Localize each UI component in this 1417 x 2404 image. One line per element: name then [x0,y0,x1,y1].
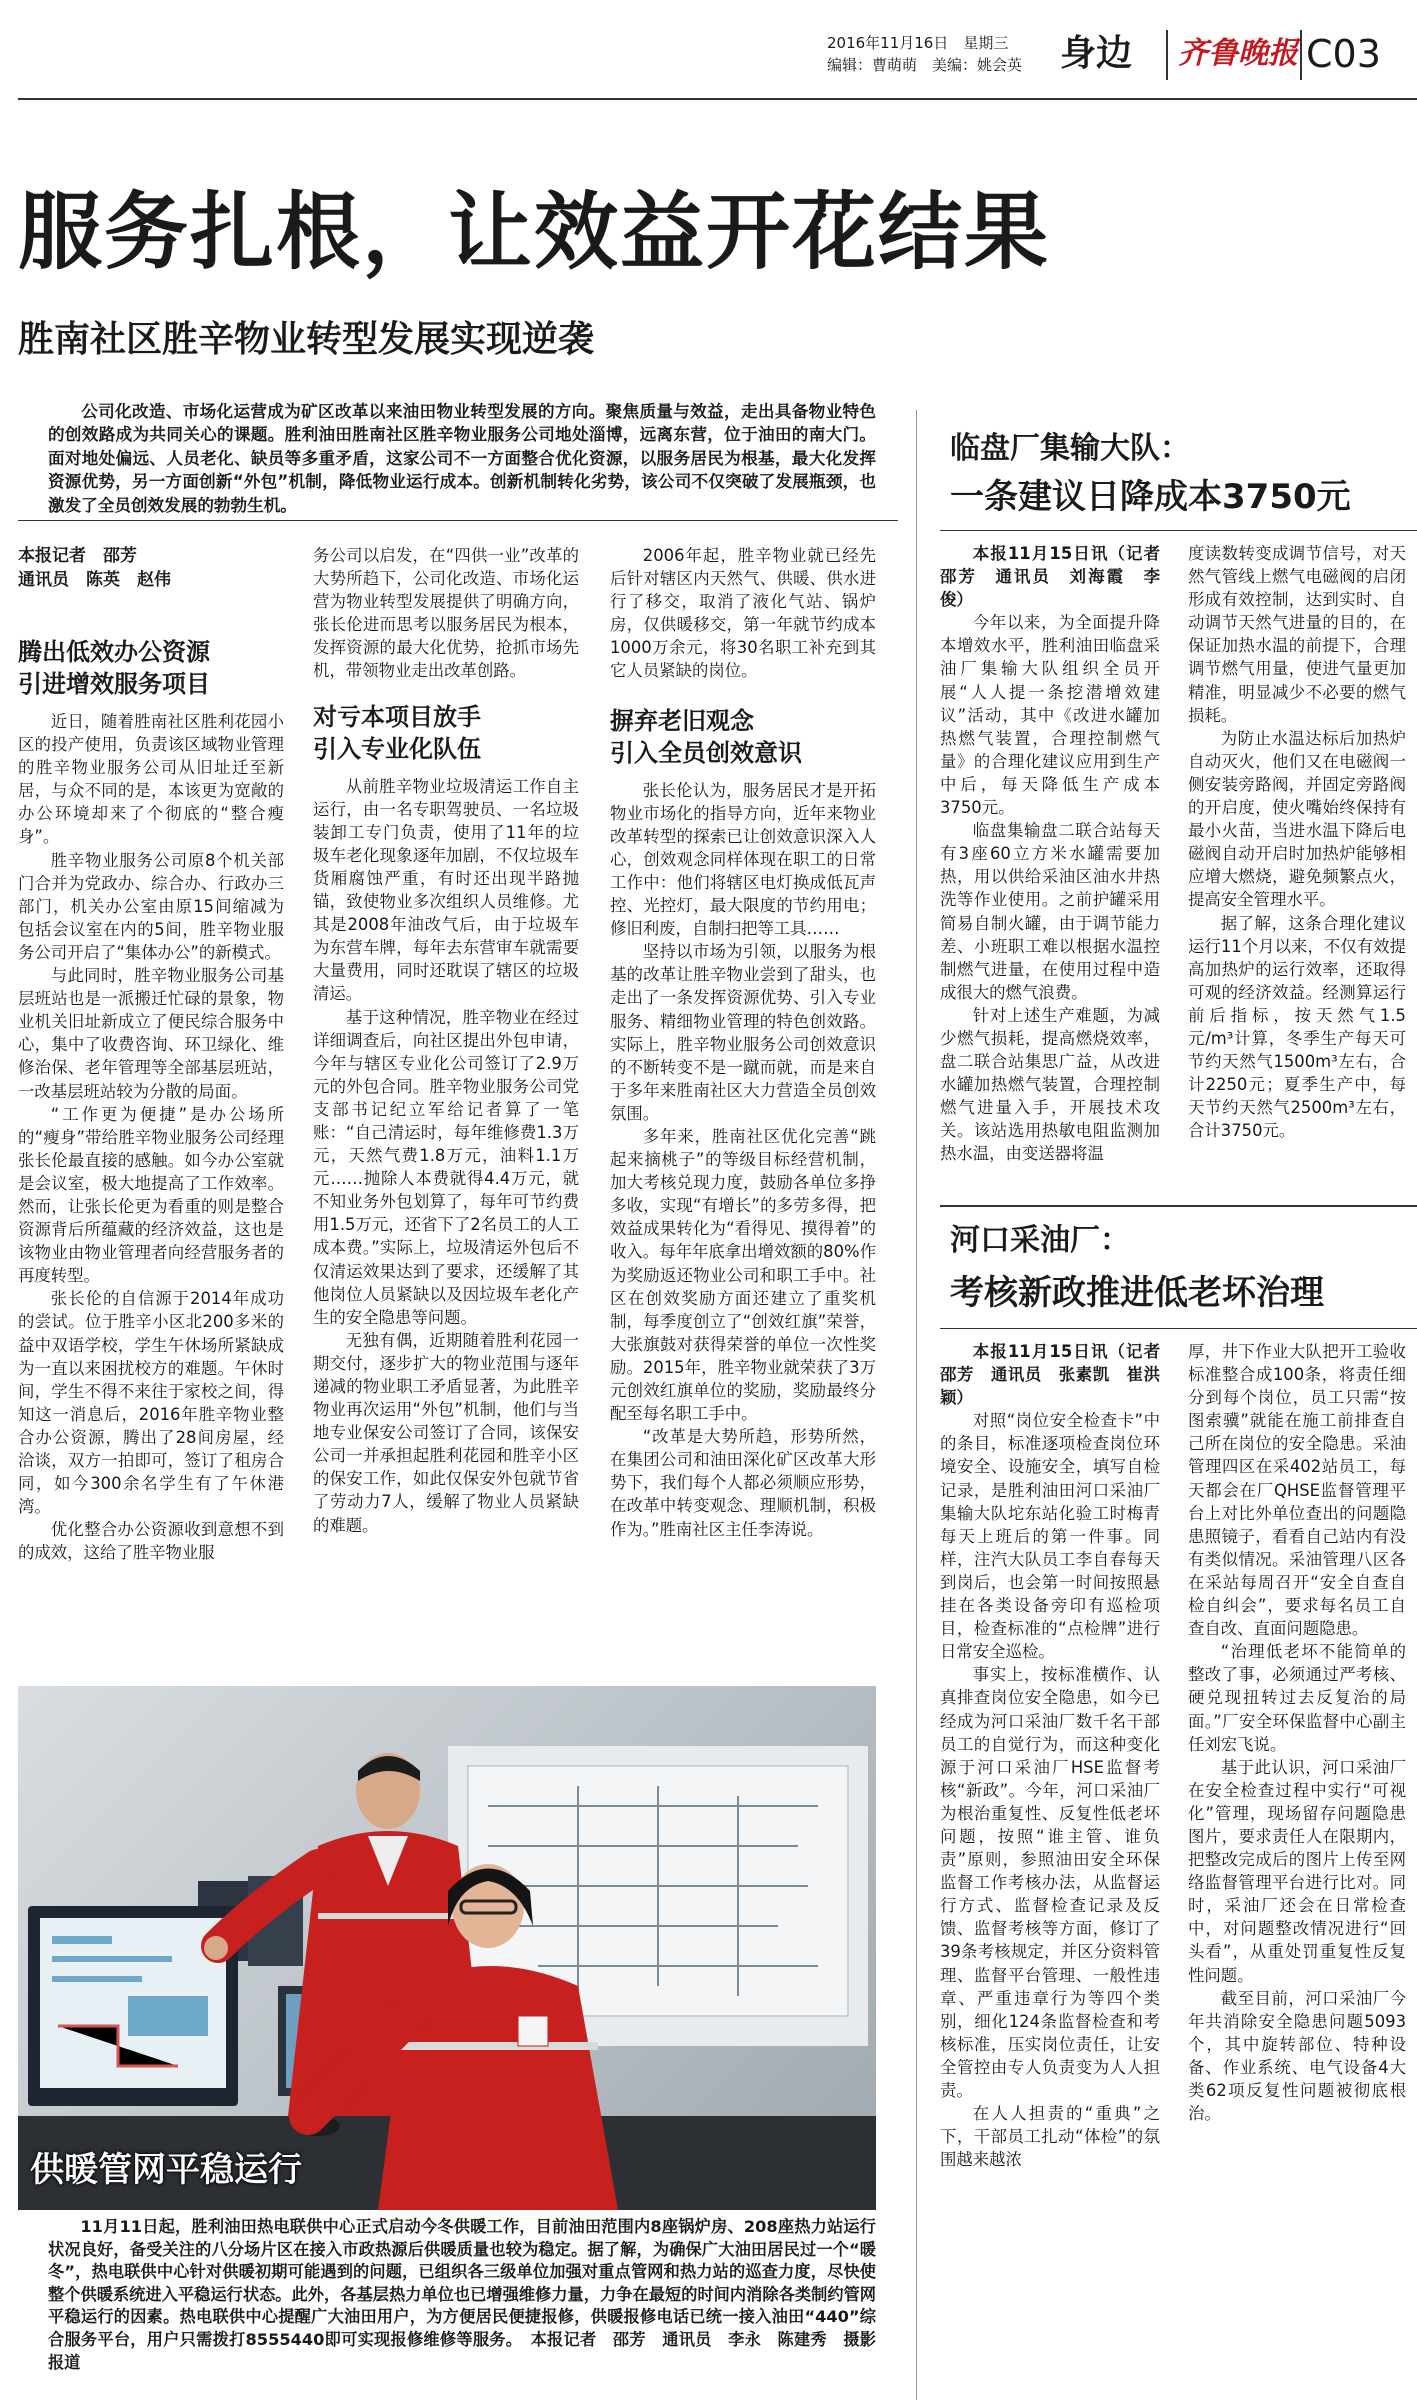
paragraph: 度读数转变成调节信号，对天然气管线上燃气电磁阀的启闭形成有效控制，达到实时、自动调节天然气进量的目的，在保证加热水温的前提下，合理调节燃气用量，使进气量更加精准，明显减少不必要的燃气损耗。 [1188,544,1406,725]
paper-logo: 齐鲁晚报 [1178,36,1298,71]
photo-illustration [18,1686,876,2210]
paragraph: 坚持以市场为引领，以服务为根基的改革让胜辛物业尝到了甜头，也走出了一条发挥资源优势、引入专业服务、精细物业管理的特色创效路。实际上，胜辛物业服务公司创效意识的不断转变不是一蹴而就，而是来自于多年来胜南社区大力营造全员创效氛围。 [610,942,876,1123]
masthead-date: 2016年11月16日 星期三 [827,34,1009,52]
paragraph: 务公司以启发，在“四供一业”改革的大势所趋下，公司化改造、市场化运营为物业转型发展提供了明确方向，张长伦进而思考以服务居民为根本，发挥资源的最大化优势，抢抓市场先机，带领物业走出改革创路。 [313,546,579,681]
main-subhead: 胜南社区胜辛物业转型发展实现逆袭 [18,319,595,360]
paragraph: 在人人担责的“重典”之下，干部员工扎动“体检”的氛围越来越浓 [940,2104,1160,2170]
paragraph: 优化整合办公资源收到意想不到的成效，这给了胜辛物业服 [18,1520,284,1563]
main-column-3 [610,544,876,1664]
dateline: 本报11月15日讯（记者 邵芳 通讯员 张素凯 崔洪颖） [940,1342,1177,1408]
dateline: 本报11月15日讯（记者 邵芳 通讯员 刘海霞 李俊） [940,544,1177,610]
subhead-innovation: 摒弃老旧观念 引入全员创效意识 [610,706,802,767]
lead-rule [18,520,898,521]
byline-reporter: 本报记者 邵芳 [18,546,137,566]
right1-column-b [1188,542,1406,1182]
right-section-rule [940,1205,1417,1207]
byline-correspondent: 通讯员 陈英 赵伟 [18,570,171,590]
paragraph: 张长伦的自信源于2014年成功的尝试。位于胜辛小区北200多米的益中双语学校，学生午休场所紧缺成为一直以来困扰校方的难题。午休时间，学生不得不来往于家校之间，得知这一消息后，2016年胜辛物业整合办公资源，腾出了28间房屋，经洽谈，双方一拍即可，签订了租房合同，如今300余名学生有了午休港湾。 [18,1289,284,1517]
section-name: 身边 [1060,33,1133,74]
paragraph: 近日，随着胜南社区胜利花园小区的投产使用，负责该区域物业管理的胜辛物业服务公司从旧址迁至新居，与众不同的是，本该更为宽敞的办公环境却来了个彻底的“整合瘦身”。 [18,712,284,847]
right1-kicker: 临盘厂集输大队： [950,431,1190,466]
right2-headline-rule [940,1328,1417,1329]
right2-column-a [940,1340,1177,2394]
paragraph: 胜辛物业服务公司原8个机关部门合并为党政办、综合办、行政办三部门，机关办公室由原15间缩减为包括会议室在内的5间，胜辛物业服务公司开启了“集体办公”的新模式。 [18,850,284,962]
paragraph: 临盘集输盘二联合站每天有3座60立方米水罐需要加热，用以供给采油区油水井热洗等作业使用。之前护罐采用简易自制火罐，由于调节能力差、小班职工难以根据水温控制燃气进量，在使用过程中造成很大的燃气浪费。 [940,821,1160,1002]
paragraph: “工作更为便捷”是办公场所的“瘦身”带给胜辛物业服务公司经理张长伦最直接的感触。如今办公室就是会议室，极大地提高了工作效率。然而，让张长伦更为看重的则是整合资源背后所蕴藏的经济效益，这也是该物业由物业管理者向经营服务者的再度转型。 [18,1104,284,1286]
masthead-rule [18,98,1417,100]
subhead-outsourcing: 对亏本项目放手 引入专业化队伍 [313,702,481,763]
paragraph: 基于这种情况，胜辛物业在经过详细调查后，向社区提出外包申请，今年与辖区专业化公司签订了2.9万元的外包合同。胜辛物业服务公司党支部书记纪立军给记者算了一笔账：“自己清运时，每年维修费1.3万元，天然气费1.8万元，油料1.1万元……抛除人本费就得4.4万元，就不知业务外包划算了，每年可节约费用1.5万元，还省下了2名员工的人工成本费。”实际上，垃圾清运外包后不仅清运效果达到了要求，还缓解了其他岗位人员紧缺以及因垃圾车老化产生的安全隐患等问题。 [313,1007,579,1327]
paragraph: 基于此认识，河口采油厂在安全检查过程中实行“可视化”管理，现场留存问题隐患图片，要求责任人在限期内，把整改完成后的图片上传至网络监督管理平台进行比对。同时，采油厂还会在日常检查中，对问题整改情况进行“回头看”，从重处罚重复性反复性问题。 [1188,1757,1406,1985]
paragraph: 厚，井下作业大队把开工验收标准整合成100条，将责任细分到每个岗位，员工只需“按图索骥”就能在施工前排查自己所在岗位的安全隐患。采油管理四区在采402站员工，每天都会在厂QHSE监督管理平台上对比外单位查出的问题隐患照镜子，看看自己站内有没有类似情况。采油管理八区各在采站每周召开“安全自查自检自纠会”，要求每名员工自查自改、直面问题隐患。 [1188,1342,1406,1639]
right2-column-b [1188,1340,1406,2394]
photo-caption: 11月11日起，胜利油田热电联供中心正式启动今冬供暖工作，目前油田范围内8座锅炉房、208座热力站运行状况良好，备受关注的八分场片区在接入市政热源后供暖质量也较为稳定。据了解，为确保广大油田居民过一个“暖冬”，热电联供中心针对供暖初期可能遇到的问题，已组织各三级单位加强对重点管网和热力站的巡查力度，尽快使整个供暖系统进入平稳运行状态。此外，各基层热力单位也已增强维修力量，力争在最短的时间内消除各类制约管网平稳运行的因素。热电联供中心提醒广大油田用户，为方便居民便捷报修，供暖报修电话已统一接入油田“440”综合服务平台，用户只需拨打8555440即可实现报修维修等服务。 本报记者 邵芳 通讯员 李永 陈建秀 摄影报道 [48,2217,876,2372]
right2-headline: 考核新政推进低老坏治理 [950,1273,1324,1313]
right-column-rule [916,410,917,2400]
right1-headline-rule [940,530,1417,531]
section-divider [1166,30,1168,80]
paragraph: 针对上述生产难题，为减少燃气损耗，提高燃烧效率，盘二联合站集思广益，从改进水罐加热燃气装置，合理控制燃气进量入手，开展技术攻关。该站选用热敏电阻监测加热水温，由变送器将温 [940,1005,1160,1164]
page-number: C03 [1306,32,1381,76]
paragraph: 无独有偶，近期随着胜利花园一期交付，逐步扩大的物业范围与逐年递减的物业职工矛盾显著，为此胜辛物业再次运用“外包”机制，他们与当地专业保安公司签订了合同，该保安公司一并承担起胜利花园和胜辛小区的保安工作，如此仅保安外包就节省了劳动力7人，缓解了物业人员紧缺的难题。 [313,1330,579,1535]
right1-headline: 一条建议日降成本3750元 [950,477,1351,517]
main-column-2 [313,544,579,1664]
paragraph: 据了解，这条合理化建议运行11个月以来，不仅有效提高加热炉的运行效率，还取得可观的经济效益。经测算运行前后指标，按天然气1.5元/m³计算，冬季生产每天可节约天然气1500m³左右，合计2250元；夏季生产中，每天节约天然气2500m³左右，合计3750元。 [1188,913,1406,1141]
masthead [0,0,1417,76]
paragraph: 为防止水温达标后加热炉自动灭火，他们又在电磁阀一侧安装旁路阀，并固定旁路阀的开启度，使火嘴始终保持有最小火苗，当进水温下降后电磁阀自动开启时加热炉能够相应增大燃烧，避免频繁点火，提高安全管理水平。 [1188,728,1406,910]
main-headline: 服务扎根，让效益开花结果 [18,183,1051,281]
paragraph: 对照“岗位安全检查卡”中的条目，标准逐项检查岗位环境安全、设施安全，填写自检记录，是胜利油田河口采油厂集输大队坨东站化验工时梅青每天上班后的第一件事。同样，注汽大队员工李自春每天到岗后，也会第一时间按照悬挂在各类设备旁印有巡检项目，检查标准的“点检牌”进行日常安全巡检。 [940,1411,1160,1662]
paragraph: 张长伦认为，服务居民才是开拓物业市场化的指导方向，近年来物业改革转型的探索已让创效意识深入人心，创效观念同样体现在职工的日常工作中：他们将辖区电灯换成低瓦声控、光控灯，最大限度的节约用电；修旧利废，自制扫把等工具…… [610,780,876,939]
paragraph: 2006年起，胜辛物业就已经先后针对辖区内天然气、供暖、供水进行了移交，取消了液化气站、锅炉房，仅供暖移交，第一年就节约成本1000万余元，将30名职工补充到其它人员紧缺的岗位。 [610,546,876,681]
paragraph: 今年以来，为全面提升降本增效水平，胜利油田临盘采油厂集输大队组织全员开展“人人提一条挖潜增效建议”活动，其中《改进水罐加热燃气装置，合理控制燃气量》的合理化建议应用到生产中后，每天降低生产成本3750元。 [940,613,1160,818]
page-divider [1300,30,1302,80]
paragraph: 多年来，胜南社区优化完善“跳起来摘桃子”的等级目标经营机制，加大考核兑现力度，鼓励各单位多挣多收，实现“有增长”的多劳多得，把效益成果转化为“看得见、摸得着”的收入。每年年底拿出增效额的80%作为奖励返还物业公司和职工手中。社区在创效奖励方面还建立了重奖机制，每季度创立了“创效红旗”荣誉，大张旗鼓对获得荣誉的单位一次性奖励。2015年，胜辛物业就荣获了3万元创效红旗单位的奖励，奖励最终分配至每名职工手中。 [610,1126,876,1424]
paragraph: “改革是大势所趋，形势所然，在集团公司和油田深化矿区改革大形势下，我们每个人都必须顺应形势，在改革中转变观念、理顺机制，积极作为。”胜南社区主任李涛说。 [610,1427,876,1539]
lead-paragraph: 公司化改造、市场化运营成为矿区改革以来油田物业转型发展的方向。聚焦质量与效益，走出具备物业特色的创效路成为共同关心的课题。胜利油田胜南社区胜辛物业服务公司地处淄博，远离东营，位于油田的南大门。面对地处偏远、人员老化、缺员等多重矛盾，这家公司不一方面整合优化资源，以服务居民为根基，最大化发挥资源优势，另一方面创新“外包”机制，降低物业运行成本。创新机制转化劣势，该公司不仅突破了发展瓶颈，也激发了全员创效发展的勃勃生机。 [48,402,876,515]
right1-column-a [940,542,1177,1182]
paragraph: 与此同时，胜辛物业服务公司基层班站也是一派搬迁忙碌的景象，物业机关旧址新成立了便民综合服务中心，集中了收费咨询、环卫绿化、维修治保、老年管理等全部基层班站，一改基层班站较为分散的局面。 [18,966,284,1101]
main-column-1 [18,544,284,1664]
subhead-idle-resources: 腾出低效办公资源 引进增效服务项目 [18,638,210,698]
news-photo [18,1686,876,2210]
paragraph: “治理低老坏不能简单的整改了事，必须通过严考核、硬兑现扭转过去反复治的局面。”厂安全环保监督中心副主任刘宏飞说。 [1188,1642,1406,1754]
paragraph: 事实上，按标准横作、认真排查岗位安全隐患，如今已经成为河口采油厂数千名干部员工的自觉行为，而这种变化源于河口采油厂HSE监督考核“新政”。今年，河口采油厂为根治重复性、反复性低老坏问题，按照“谁主管、谁负责”原则，参照油田安全环保监督工作考核办法，从监督运行方式、监督检查记录及反馈、监督考核等方面，修订了39条考核规定，并区分资料管理、监督平台管理、一般性违章、严重违章行为等四个类别，细化124条监督检查和考核标准，压实岗位责任，让安全管控由专人负责变为人人担责。 [940,1665,1160,2100]
paragraph: 截至目前，河口采油厂今年共消除安全隐患问题5093个，其中旋转部位、特种设备、作业系统、电气设备4大类62项反复性问题被彻底根治。 [1188,1988,1406,2124]
paragraph: 从前胜辛物业垃圾清运工作自主运行，由一名专职驾驶员、一名垃圾装卸工专门负责，使用了11年的垃圾车老化现象逐年加剧，不仅垃圾车货厢腐蚀严重，有时还出现半路抛锚，致使物业多次组织人员维修。尤其是2008年油改气后，由于垃圾车为东营车牌，每年去东营审车就需要大量费用，同时还耽误了辖区的垃圾清运。 [313,776,579,1004]
right2-kicker: 河口采油厂： [950,1223,1130,1258]
photo-caption-overlay: 供暖管网平稳运行 [30,2150,302,2190]
masthead-editors: 编辑：曹萌萌 美编：姚会英 [827,56,1023,74]
